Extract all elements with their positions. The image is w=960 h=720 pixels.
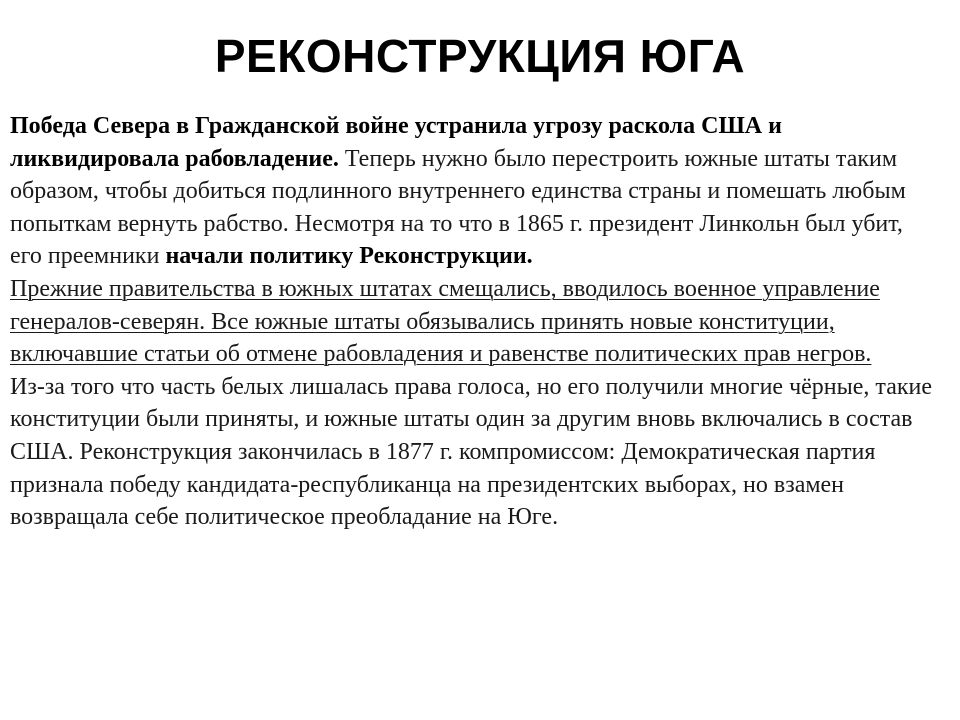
slide-title: РЕКОНСТРУКЦИЯ ЮГА: [214, 30, 746, 82]
slide-body: [10, 110, 940, 534]
paragraph-military-rule: Прежние правительства в южных штатах смещались, вводилось военное управление генералов-северян. Все южные штаты обязывались принять новые конституции, включавшие статьи об отмене рабовладения и равенстве политических прав негров.: [10, 275, 880, 368]
paragraph-victory: [10, 110, 940, 273]
bold-lead-text: Победа Севера в Гражданской войне устранила угрозу раскола США и ликвидировала рабовладение.: [10, 113, 782, 172]
paragraph-compromise: Из-за того что часть белых лишалась права голоса, но его получили многие чёрные, такие конституции были приняты, и южные штаты один за другим вновь включались в состав США. Реконструкция закончилась в 1877 г. компромиссом: Демократическая партия признала победу кандидата-республиканца на президентских выборах, но взамен возвращала себе политическое преобладание на Юге.: [10, 373, 932, 531]
paragraph-text: Теперь нужно было перестроить южные штаты таким образом, чтобы добиться подлинного внутреннего единства страны и помешать любым попыткам вернуть рабство. Несмотря на то что в 1865 г. президент Линкольн был убит, его преемники: [10, 145, 906, 270]
bold-reconstruction-text: начали политику Реконструкции.: [165, 243, 533, 270]
